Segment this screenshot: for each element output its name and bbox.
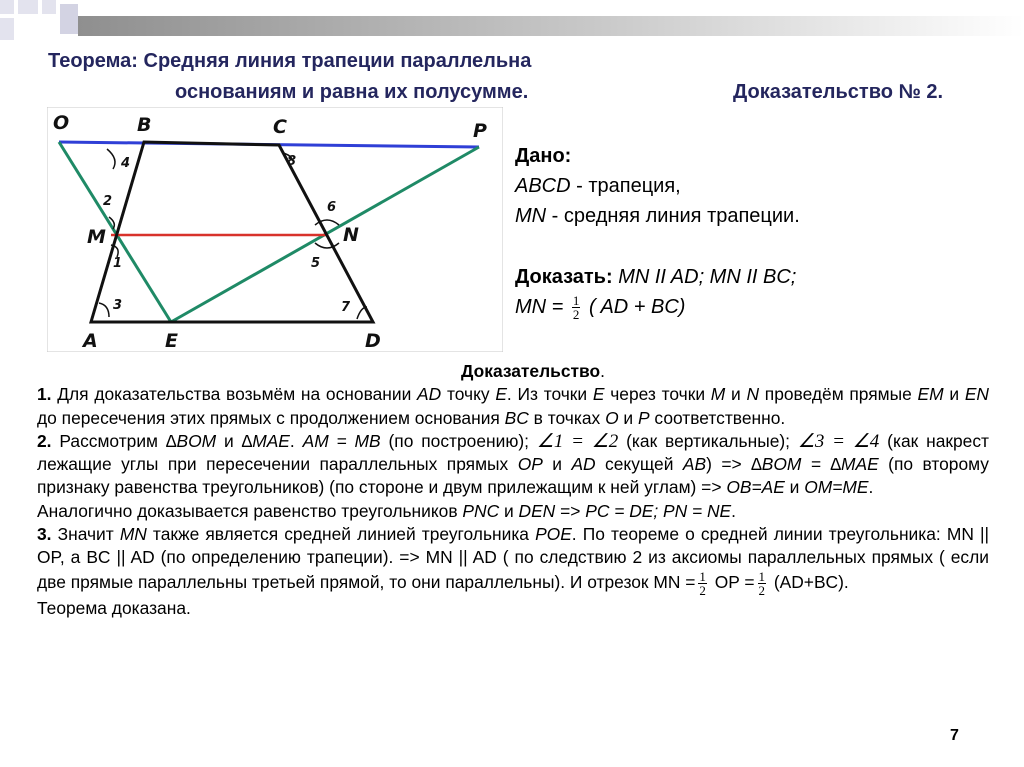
proof-heading: Доказательство. xyxy=(461,361,605,381)
label-d: D xyxy=(365,330,381,352)
angle-label-4: 4 xyxy=(121,156,131,171)
fraction-half-sum: $\frac{1}{2}$ xyxy=(758,568,766,598)
label-b: B xyxy=(137,114,152,136)
header-decoration xyxy=(0,0,1024,40)
proof-step-2b: Аналогично доказывается равенство треугольников PNC и DEN => PC = DE; PN = NE. xyxy=(37,500,736,521)
label-e: E xyxy=(165,330,178,352)
header-gradient-bar xyxy=(78,16,1024,36)
angle-label-8: 8 xyxy=(287,154,297,169)
given-line2: MN - средняя линия трапеции. xyxy=(515,205,800,227)
angle-label-2: 2 xyxy=(103,194,113,209)
theorem-title-line1: Теорема: Средняя линия трапеции параллельна xyxy=(48,50,532,72)
angle-label-5: 5 xyxy=(311,256,321,271)
fraction-half: $\frac{1}{2}$ xyxy=(572,293,580,323)
label-p: P xyxy=(473,120,487,142)
proof-step-1: 1. Для доказательства возьмём на основании AD точку E. Из точки E через точки M и N проведём прямые EM и EN до пересечения этих прямых с продолжением основания BC в точках O и P соответственно. xyxy=(37,384,989,428)
angle-label-1: 1 xyxy=(113,256,123,271)
label-n: N xyxy=(343,224,359,246)
angle-equality-12: ∠1 = ∠2 xyxy=(536,430,619,452)
angle-label-3: 3 xyxy=(113,298,123,313)
angle-label-6: 6 xyxy=(327,200,337,215)
given-line1: ABCD - трапеция, xyxy=(515,175,681,197)
angle-label-7: 7 xyxy=(341,300,351,315)
fraction-half-op: $\frac{1}{2}$ xyxy=(699,568,706,598)
given-label: Дано: xyxy=(515,145,572,167)
prove-formula: MN = $\frac{1}{2}$ ( AD + BC) xyxy=(515,293,686,323)
proof-step-3: 3. Значит MN также является средней линией треугольника POE. По теореме о средней линии треугольника: MN || OP, а BC || AD (по определению трапеции). => MN || AD ( по следствию 2 из аксиомы параллельных прямых ( если две прямые параллельны третьей прямой, то они параллельны). И отрезок MN = $\frac{1}{2}$ OP = $\frac{1}{2}$ (AD+BC). xyxy=(37,524,989,598)
proof-text xyxy=(37,360,989,620)
page-number: 7 xyxy=(950,727,959,744)
label-o: O xyxy=(53,112,70,134)
proof-step-2: 2. Рассмотрим ∆BOM и ∆MAE. AM = MB (по построению); ∠1 = ∠2 (как вертикальные); ∠3 = ∠4 (как накрест лежащие углы при пересечении параллельных прямых OP и AD секущей AB) => ∆BOM = ∆MAE (по второму признаку равенства треугольников) (по стороне и двум прилежащим к ней углам) => OB=AE и OM=ME. xyxy=(37,430,989,498)
angle-equality-34: ∠3 = ∠4 xyxy=(797,430,880,452)
trapezoid-figure xyxy=(47,107,503,352)
label-c: C xyxy=(273,116,287,138)
label-a: A xyxy=(83,330,98,352)
label-m: M xyxy=(87,226,106,248)
theorem-title-line2: основаниям и равна их полусумме. xyxy=(175,81,529,103)
proof-number: Доказательство № 2. xyxy=(733,81,944,103)
proof-conclusion: Теорема доказана. xyxy=(37,597,191,618)
prove-statement: Доказать: MN II AD; MN II BC; xyxy=(515,266,797,288)
